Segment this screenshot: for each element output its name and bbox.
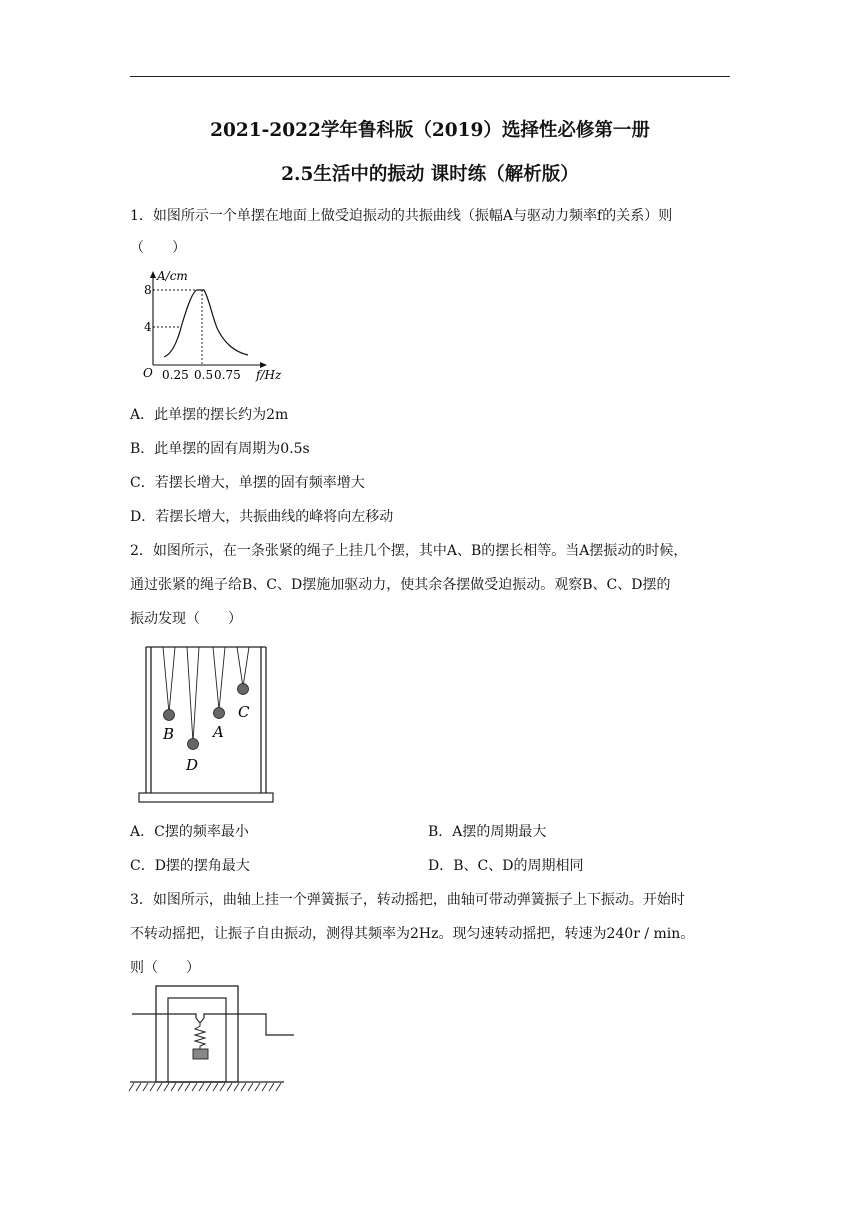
header-rule (130, 76, 730, 77)
y-axis-label: A/cm (157, 269, 188, 283)
x-axis-label: f/Hz (256, 368, 282, 382)
crankshaft-spring-figure (128, 983, 296, 1099)
q3-stem-line2: 不转动摇把，让振子自由振动，测得其频率为2Hz。现匀速转动摇把，转速为240r / min。 (130, 926, 695, 942)
q2-option-a: A．C摆的频率最小 (130, 824, 249, 840)
q1-option-b: B．此单摆的固有周期为0.5s (130, 441, 310, 457)
label-a: A (213, 723, 224, 741)
label-b: B (163, 725, 175, 743)
document-subtitle: 2.5生活中的振动 课时练（解析版） (281, 164, 579, 185)
q2-stem-line1: 2．如图所示，在一条张紧的绳子上挂几个摆，其中A、B的摆长相等。当A摆振动的时候， (130, 543, 688, 559)
label-d: D (186, 756, 199, 774)
y-tick-8: 8 (144, 283, 152, 297)
q1-option-c: C．若摆长增大，单摆的固有频率增大 (130, 475, 365, 491)
label-c: C (238, 703, 250, 721)
q3-stem-line3: 则（ ） (130, 960, 200, 976)
q1-stem-line1: 1．如图所示一个单摆在地面上做受迫振动的共振曲线（振幅A与驱动力频率f的关系）则 (130, 208, 673, 224)
x-tick-075: 0.75 (214, 368, 241, 382)
q3-stem-line1: 3．如图所示，曲轴上挂一个弹簧振子，转动摇把，曲轴可带动弹簧振子上下振动。开始时 (130, 892, 685, 908)
q2-option-d: D．B、C、D的周期相同 (428, 858, 584, 874)
x-tick-025: 0.25 (162, 368, 189, 382)
q2-option-b: B．A摆的周期最大 (428, 824, 547, 840)
y-tick-4: 4 (144, 320, 152, 334)
q2-stem-line2: 通过张紧的绳子给B、C、D摆施加驱动力，使其余各摆做受迫振动。观察B、C、D摆的 (130, 577, 671, 593)
q1-stem-line2: （ ） (130, 240, 186, 256)
q1-option-a: A．此单摆的摆长约为2m (130, 407, 289, 423)
x-tick-05: 0.5 (194, 368, 214, 382)
q2-option-c: C．D摆的摆角最大 (130, 858, 250, 874)
origin-label: O (143, 366, 153, 380)
pendulums-figure (136, 643, 278, 807)
q1-option-d: D．若摆长增大，共振曲线的峰将向左移动 (130, 509, 394, 525)
resonance-curve-figure (140, 268, 285, 386)
q2-stem-line3: 振动发现（ ） (130, 611, 242, 627)
document-title: 2021-2022学年鲁科版（2019）选择性必修第一册 (210, 120, 650, 141)
